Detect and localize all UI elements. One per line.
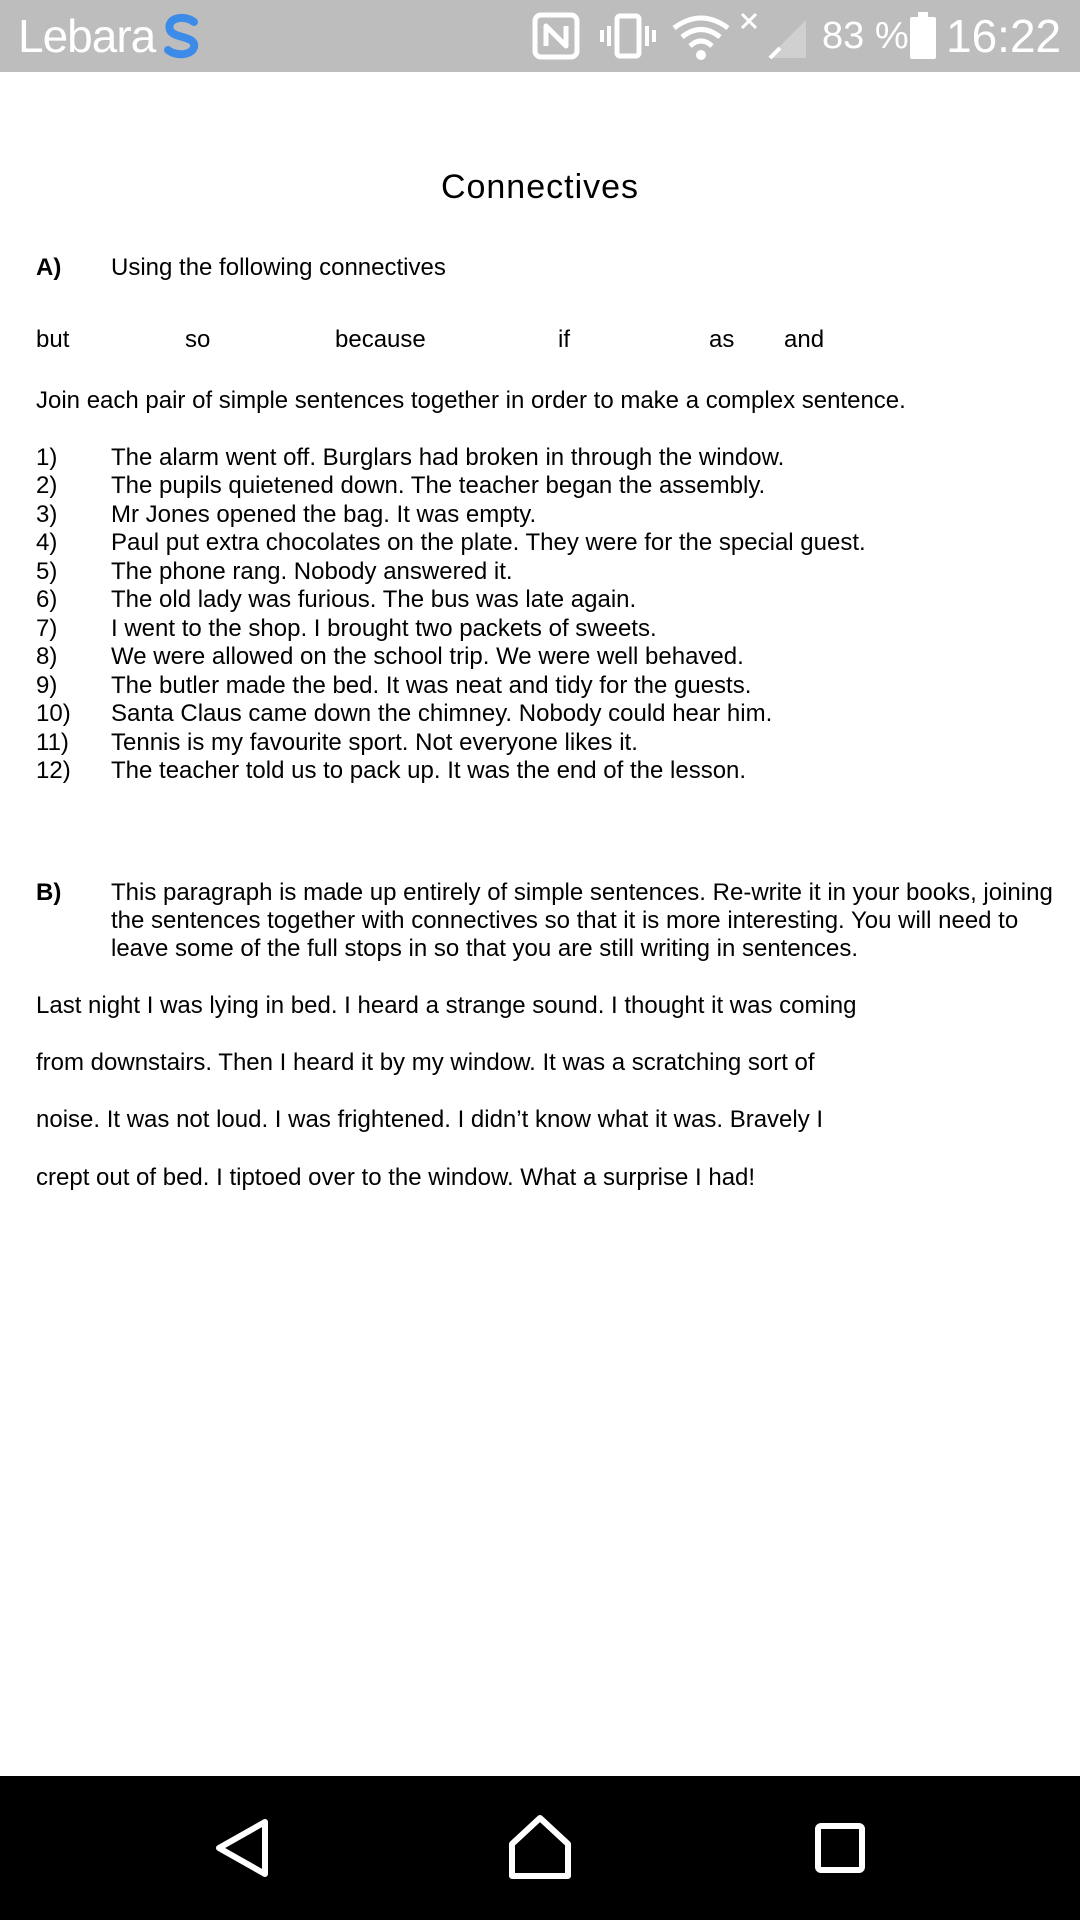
list-item: Santa Claus came down the chimney. Nobody could hear him. xyxy=(111,700,773,727)
page-title: Connectives xyxy=(440,168,640,206)
carrier-name: Lebara xyxy=(18,10,156,62)
list-item: Mr Jones opened the bag. It was empty. xyxy=(111,501,537,528)
list-item: The butler made the bed. It was neat and tidy for the guests. xyxy=(111,672,752,699)
recents-button[interactable] xyxy=(780,1776,900,1920)
home-icon xyxy=(480,1776,600,1920)
list-item-number: 4) xyxy=(36,529,58,556)
back-button[interactable] xyxy=(181,1776,301,1920)
list-item: The teacher told us to pack up. It was the end of the lesson. xyxy=(111,757,747,784)
list-item-number: 7) xyxy=(36,615,58,642)
list-item-number: 9) xyxy=(36,672,58,699)
wifi-icon xyxy=(672,14,730,60)
section-a-label: A) xyxy=(36,254,62,281)
connective-word: if xyxy=(558,326,570,353)
home-button[interactable] xyxy=(480,1776,600,1920)
connective-word: but xyxy=(36,326,70,353)
list-item-number: 11) xyxy=(36,729,69,756)
back-icon xyxy=(181,1776,301,1920)
list-item-number: 5) xyxy=(36,558,58,585)
passage-line: Last night I was lying in bed. I heard a strange sound. I thought it was coming xyxy=(36,992,857,1019)
section-b-label: B) xyxy=(36,879,62,906)
battery-icon xyxy=(908,12,938,60)
passage-line: crept out of bed. I tiptoed over to the window. What a surprise I had! xyxy=(36,1164,756,1191)
connective-word: and xyxy=(784,326,825,353)
vibrate-icon xyxy=(600,12,656,60)
list-item: Tennis is my favourite sport. Not everyone likes it. xyxy=(111,729,638,756)
list-item-number: 2) xyxy=(36,472,58,499)
status-bar xyxy=(0,0,1080,72)
navigation-bar xyxy=(0,1776,1080,1920)
no-signal-icon xyxy=(740,12,808,60)
list-item-number: 10) xyxy=(36,700,71,727)
passage-line: noise. It was not loud. I was frightened. I didn’t know what it was. Bravely I xyxy=(36,1106,824,1133)
nfc-icon xyxy=(532,12,580,60)
section-a-task: Join each pair of simple sentences together in order to make a complex sentence. xyxy=(36,387,906,414)
list-item-number: 12) xyxy=(36,757,71,784)
list-item-number: 8) xyxy=(36,643,58,670)
list-item: I went to the shop. I brought two packets of sweets. xyxy=(111,615,657,642)
list-item-number: 3) xyxy=(36,501,58,528)
list-item: The pupils quietened down. The teacher began the assembly. xyxy=(111,472,766,499)
list-item: The phone rang. Nobody answered it. xyxy=(111,558,513,585)
battery-percent: 83 % xyxy=(822,15,909,57)
list-item: Paul put extra chocolates on the plate. They were for the special guest. xyxy=(111,529,866,556)
list-item: The alarm went off. Burglars had broken in through the window. xyxy=(111,444,785,471)
section-b-instruction: This paragraph is made up entirely of simple sentences. Re-write it in your books, joining the sentences together with connectives so that it is more interesting. You will need to leave some of the full stops in so that you are still writing in sentences. xyxy=(111,879,1053,962)
connective-word: so xyxy=(185,326,211,353)
list-item: We were allowed on the school trip. We were well behaved. xyxy=(111,643,744,670)
connective-word: because xyxy=(335,326,426,353)
section-a-instruction: Using the following connectives xyxy=(111,254,446,281)
recents-icon xyxy=(780,1776,900,1920)
pdf-document-page[interactable] xyxy=(0,72,1080,1776)
list-item-number: 1) xyxy=(36,444,58,471)
list-item: The old lady was furious. The bus was late again. xyxy=(111,586,637,613)
clock: 16:22 xyxy=(946,10,1062,62)
list-item-number: 6) xyxy=(36,586,58,613)
connective-word: as xyxy=(709,326,735,353)
passage-line: from downstairs. Then I heard it by my window. It was a scratching sort of xyxy=(36,1049,815,1076)
carrier-logo-icon xyxy=(156,12,208,62)
